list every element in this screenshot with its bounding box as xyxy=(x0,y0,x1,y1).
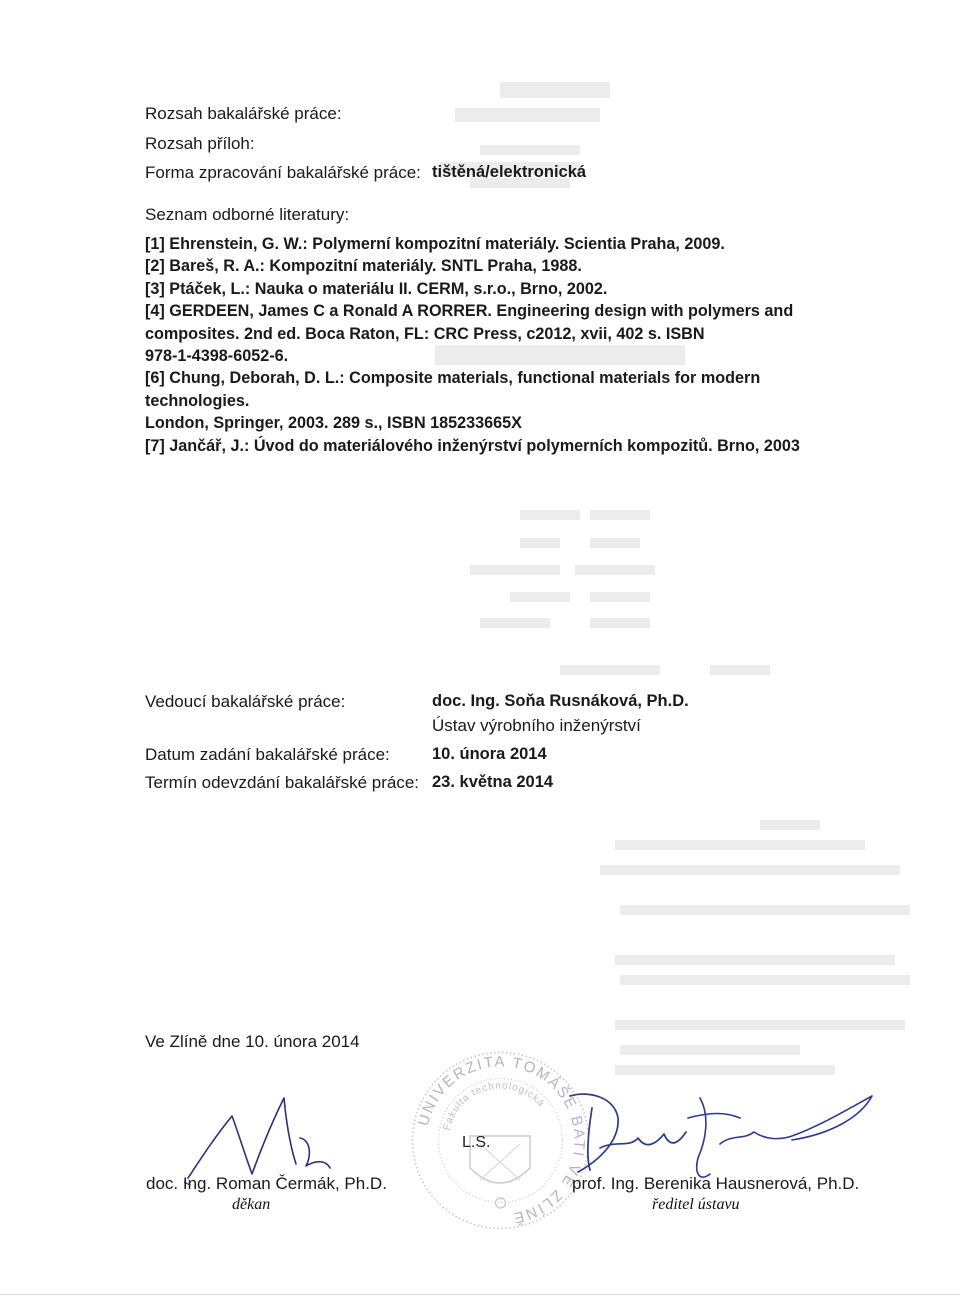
literature-list xyxy=(145,233,800,457)
place-date: Ve Zlíně dne 10. února 2014 xyxy=(145,1032,360,1051)
reference-line: [7] Jančář, J.: Úvod do materiálového inženýrství polymerních kompozitů. Brno, 2003 xyxy=(145,436,800,455)
reference-line: London, Springer, 2003. 289 s., ISBN 185233665X xyxy=(145,414,522,433)
svg-text:UNIVERZITA TOMÁŠE BATI VE ZLÍN: UNIVERZITA TOMÁŠE BATI VE ZLÍNĚ xyxy=(415,1053,588,1227)
dean-title: děkan xyxy=(232,1196,271,1213)
due-date-value: 23. května 2014 xyxy=(432,773,554,791)
supervisor-name: doc. Ing. Soňa Rusnáková, Ph.D. xyxy=(432,692,689,710)
director-title: ředitel ústavu xyxy=(652,1196,740,1213)
rozsah-prace-label: Rozsah bakalářské práce: xyxy=(145,104,342,123)
reference-line: composites. 2nd ed. Boca Raton, FL: CRC Press, c2012, xvii, 402 s. ISBN xyxy=(145,324,705,343)
reference-line: [2] Bareš, R. A.: Kompozitní materiály. SNTL Praha, 1988. xyxy=(145,257,582,276)
reference-line: 978-1-4398-6052-6. xyxy=(145,347,289,366)
dean-name: doc. Ing. Roman Čermák, Ph.D. xyxy=(146,1174,387,1193)
supervisor-label: Vedoucí bakalářské práce: xyxy=(145,692,346,711)
director-name: prof. Ing. Berenika Hausnerová, Ph.D. xyxy=(572,1174,860,1193)
supervisor-department: Ústav výrobního inženýrství xyxy=(432,716,641,735)
scan-edge-line xyxy=(0,1294,960,1295)
rozsah-priloh-label: Rozsah příloh: xyxy=(145,134,255,153)
assigned-date-value: 10. února 2014 xyxy=(432,745,547,763)
literature-heading: Seznam odborné literatury: xyxy=(145,205,350,224)
assigned-date-label: Datum zadání bakalářské práce: xyxy=(145,745,390,764)
forma-label: Forma zpracování bakalářské práce: xyxy=(145,163,421,182)
dean-signature xyxy=(180,1090,350,1185)
reference-line: [3] Ptáček, L.: Nauka o materiálu II. CERM, s.r.o., Brno, 2002. xyxy=(145,279,608,298)
forma-value: tištěná/elektronická xyxy=(432,163,587,181)
reference-line: technologies. xyxy=(145,391,250,410)
director-signature xyxy=(560,1078,880,1188)
reference-line: [6] Chung, Deborah, D. L.: Composite materials, functional materials for modern xyxy=(145,369,761,388)
seal-center-text: L.S. xyxy=(462,1134,491,1151)
svg-text:Fakulta technologická: Fakulta technologická xyxy=(441,1080,547,1132)
due-date-label: Termín odevzdání bakalářské práce: xyxy=(145,773,420,792)
reference-line: [1] Ehrenstein, G. W.: Polymerní kompozitní materiály. Scientia Praha, 2009. xyxy=(145,235,725,253)
reference-line: [4] GERDEEN, James C a Ronald A RORRER. Engineering design with polymers and xyxy=(145,302,794,321)
